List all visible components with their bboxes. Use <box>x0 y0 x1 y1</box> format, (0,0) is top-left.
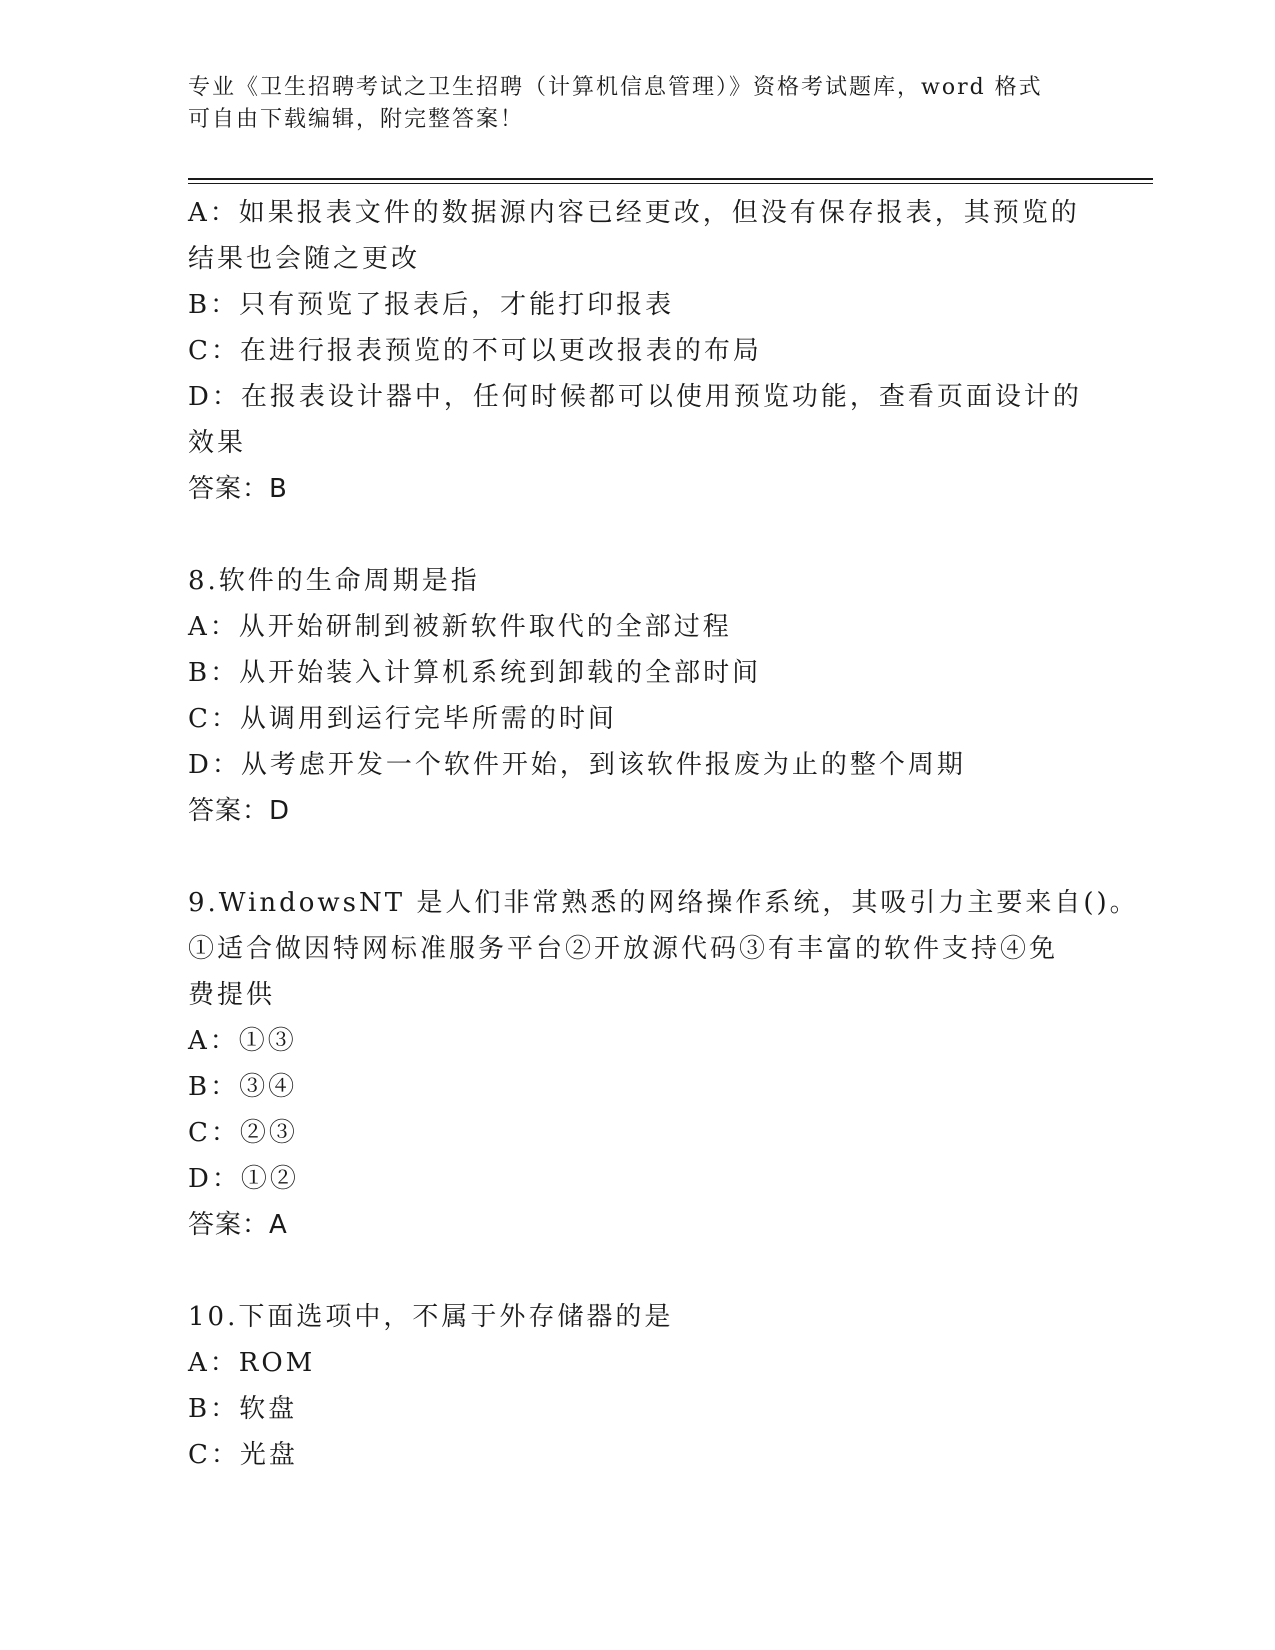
q10-question: 10.下面选项中，不属于外存储器的是 <box>188 1302 674 1332</box>
q7-option-a-line-2: 结果也会随之更改 <box>188 244 421 274</box>
spacer <box>188 512 1088 558</box>
q9-option-c: C：②③ <box>188 1118 298 1148</box>
header-line-1: 专业《卫生招聘考试之卫生招聘（计算机信息管理）》资格考试题库，word 格式 <box>188 75 1043 100</box>
q8-option-d: D：从考虑开发一个软件开始，到该软件报废为止的整个周期 <box>188 750 966 780</box>
q9-question-line-3: 费提供 <box>188 980 276 1010</box>
question-10-block <box>188 1294 1088 1478</box>
q9-option-d: D：①② <box>188 1164 299 1194</box>
spacer <box>188 834 1088 880</box>
q9-question-line-2: ①适合做因特网标准服务平台②开放源代码③有丰富的软件支持④免 <box>188 934 1059 964</box>
q8-question: 8.软件的生命周期是指 <box>188 566 480 596</box>
q8-answer: 答案：D <box>188 796 291 826</box>
q10-option-b: B：软盘 <box>188 1394 298 1424</box>
q7-answer: 答案：B <box>188 474 288 504</box>
header-divider <box>188 178 1153 184</box>
question-9-block <box>188 880 1139 1248</box>
header-line-2: 可自由下载编辑，附完整答案！ <box>188 107 525 132</box>
q7-option-d-line-1: D：在报表设计器中，任何时候都可以使用预览功能，查看页面设计的 <box>188 382 1082 412</box>
q9-option-b: B：③④ <box>188 1072 298 1102</box>
q10-option-a: A：ROM <box>188 1348 316 1378</box>
q7-option-d-line-2: 效果 <box>188 428 247 458</box>
q8-option-c: C：从调用到运行完毕所需的时间 <box>188 704 617 734</box>
question-8-block <box>188 558 1088 834</box>
q9-option-a: A：①③ <box>188 1026 297 1056</box>
q8-option-a: A：从开始研制到被新软件取代的全部过程 <box>188 612 732 642</box>
q9-answer: 答案：A <box>188 1210 288 1240</box>
q7-option-c: C：在进行报表预览的不可以更改报表的布局 <box>188 336 762 366</box>
spacer <box>188 1248 1088 1294</box>
q8-option-b: B：从开始装入计算机系统到卸载的全部时间 <box>188 658 762 688</box>
q7-option-b: B：只有预览了报表后，才能打印报表 <box>188 290 675 320</box>
question-list <box>188 190 1139 1478</box>
q9-question-line-1: 9.WindowsNT 是人们非常熟悉的网络操作系统，其吸引力主要来自()。 <box>188 888 1139 918</box>
q7-option-a-line-1: A：如果报表文件的数据源内容已经更改，但没有保存报表，其预览的 <box>188 198 1080 228</box>
question-7-block <box>188 190 1088 512</box>
document-header <box>188 72 1088 136</box>
q10-option-c: C：光盘 <box>188 1440 298 1470</box>
